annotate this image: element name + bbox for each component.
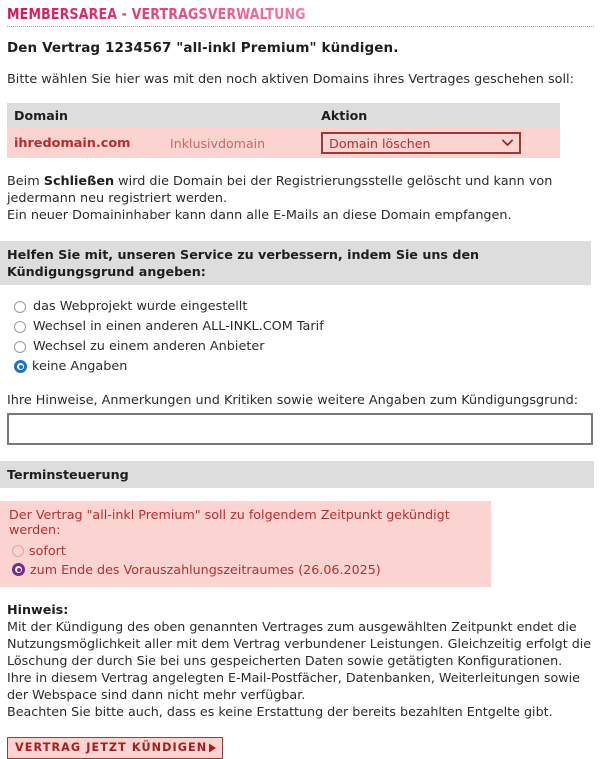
reason-option-webprojekt[interactable] [7, 298, 601, 315]
domain-note-line1-post: wird die Domain bei der Registrierungsstelle gelöscht und kann von jedermann neu registriert werden. [7, 174, 553, 206]
termin-option-sofort[interactable] [9, 542, 483, 559]
reason-radio-group [7, 298, 601, 375]
domain-note-bold: Schließen [43, 174, 115, 189]
page-title: MEMBERSAREA - VERTRAGSVERWALTUNG [7, 5, 306, 23]
contract-headline: Den Vertrag 1234567 "all-inkl Premium" kündigen. [7, 40, 399, 56]
radio-icon[interactable] [14, 301, 26, 313]
hinweis-title: Hinweis: [7, 602, 69, 617]
domain-kind-cell [163, 128, 294, 158]
reason-option-label: Wechsel zu einem anderen Anbieter [33, 339, 265, 354]
action-select-wrap [321, 132, 521, 154]
domain-action-cell [314, 128, 543, 158]
domain-table [7, 103, 560, 158]
reason-option-anbieterwechsel[interactable] [7, 338, 601, 355]
termin-box [0, 501, 491, 587]
header-gap [294, 103, 314, 128]
submit-label: VERTRAG JETZT KÜNDIGEN [15, 741, 208, 754]
radio-icon-selected[interactable] [12, 563, 25, 576]
domain-note [7, 173, 601, 224]
domain-name: ihredomain.com [14, 136, 131, 151]
reason-option-label: keine Angaben [32, 359, 128, 374]
intro-text: Bitte wählen Sie hier was mit den noch aktiven Domains ihres Vertrages geschehen soll: [7, 72, 574, 87]
comment-label: Ihre Hinweise, Anmerkungen und Kritiken sowie weitere Angaben zum Kündigungsgrund: [7, 393, 579, 408]
domain-action-select[interactable] [321, 132, 521, 154]
submit-cancel-contract-button[interactable] [7, 737, 223, 759]
caret-right-icon [208, 743, 217, 753]
domain-table-header-row [7, 103, 560, 128]
hinweis-line1: Mit der Kündigung des oben genannten Vertrages zum ausgewählten Zeitpunkt endet die Nutzungsmöglichkeit aller mit dem Vertrag verbundener Leistungen. Gleichzeitig erfolgt die Löschung der durch Sie bei uns gespeicherten Daten sowie getätigten Konfigurationen. [7, 619, 592, 668]
hinweis-line3: Beachten Sie bitte auch, dass es keine Erstattung der bereits bezahlten Entgelte gibt. [7, 704, 553, 719]
radio-icon[interactable] [12, 545, 24, 557]
column-header-domain: Domain [7, 103, 163, 128]
domain-name-cell [7, 128, 163, 158]
domain-note-line1-pre: Beim [7, 174, 44, 189]
page-header [7, 0, 601, 27]
hinweis-block [7, 601, 601, 720]
domain-note-line2: Ein neuer Domaininhaber kann dann alle E-Mails an diese Domain empfangen. [7, 208, 512, 223]
termin-option-ende-vorauszahlung[interactable] [9, 561, 483, 578]
termin-option-label: zum Ende des Vorauszahlungszeitraumes (26.06.2025) [30, 562, 381, 577]
reason-option-tarifwechsel[interactable] [7, 318, 601, 335]
radio-icon-selected[interactable] [14, 360, 27, 373]
radio-icon[interactable] [14, 321, 26, 333]
hinweis-line2: Ihre in diesem Vertrag angelegten E-Mail-Postfächer, Datenbanken, Weiterleitungen sowie der Webspace sind dann nicht mehr verfügbar. [7, 670, 580, 702]
table-row [7, 128, 560, 158]
column-header-domain-kind [163, 103, 294, 128]
row-gap [294, 128, 314, 158]
reason-option-label: Wechsel in einen anderen ALL-INKL.COM Tarif [33, 319, 324, 334]
section-bar-terminsteuerung: Terminsteuerung [0, 461, 594, 488]
reason-option-keine-angaben[interactable] [7, 358, 601, 375]
title-divider [7, 25, 594, 27]
domain-kind: Inklusivdomain [170, 135, 266, 151]
radio-icon[interactable] [14, 341, 26, 353]
termin-option-label: sofort [29, 543, 66, 558]
action-cell-filler [543, 128, 560, 158]
reason-option-label: das Webprojekt wurde eingestellt [33, 299, 248, 314]
termin-question: Der Vertrag "all-inkl Premium" soll zu folgendem Zeitpunkt gekündigt werden: [9, 507, 450, 537]
section-bar-reason: Helfen Sie mit, unseren Service zu verbessern, indem Sie uns den Kündigungsgrund angeben: [0, 241, 591, 285]
column-header-aktion: Aktion [314, 103, 560, 128]
comment-textarea[interactable] [7, 413, 593, 445]
